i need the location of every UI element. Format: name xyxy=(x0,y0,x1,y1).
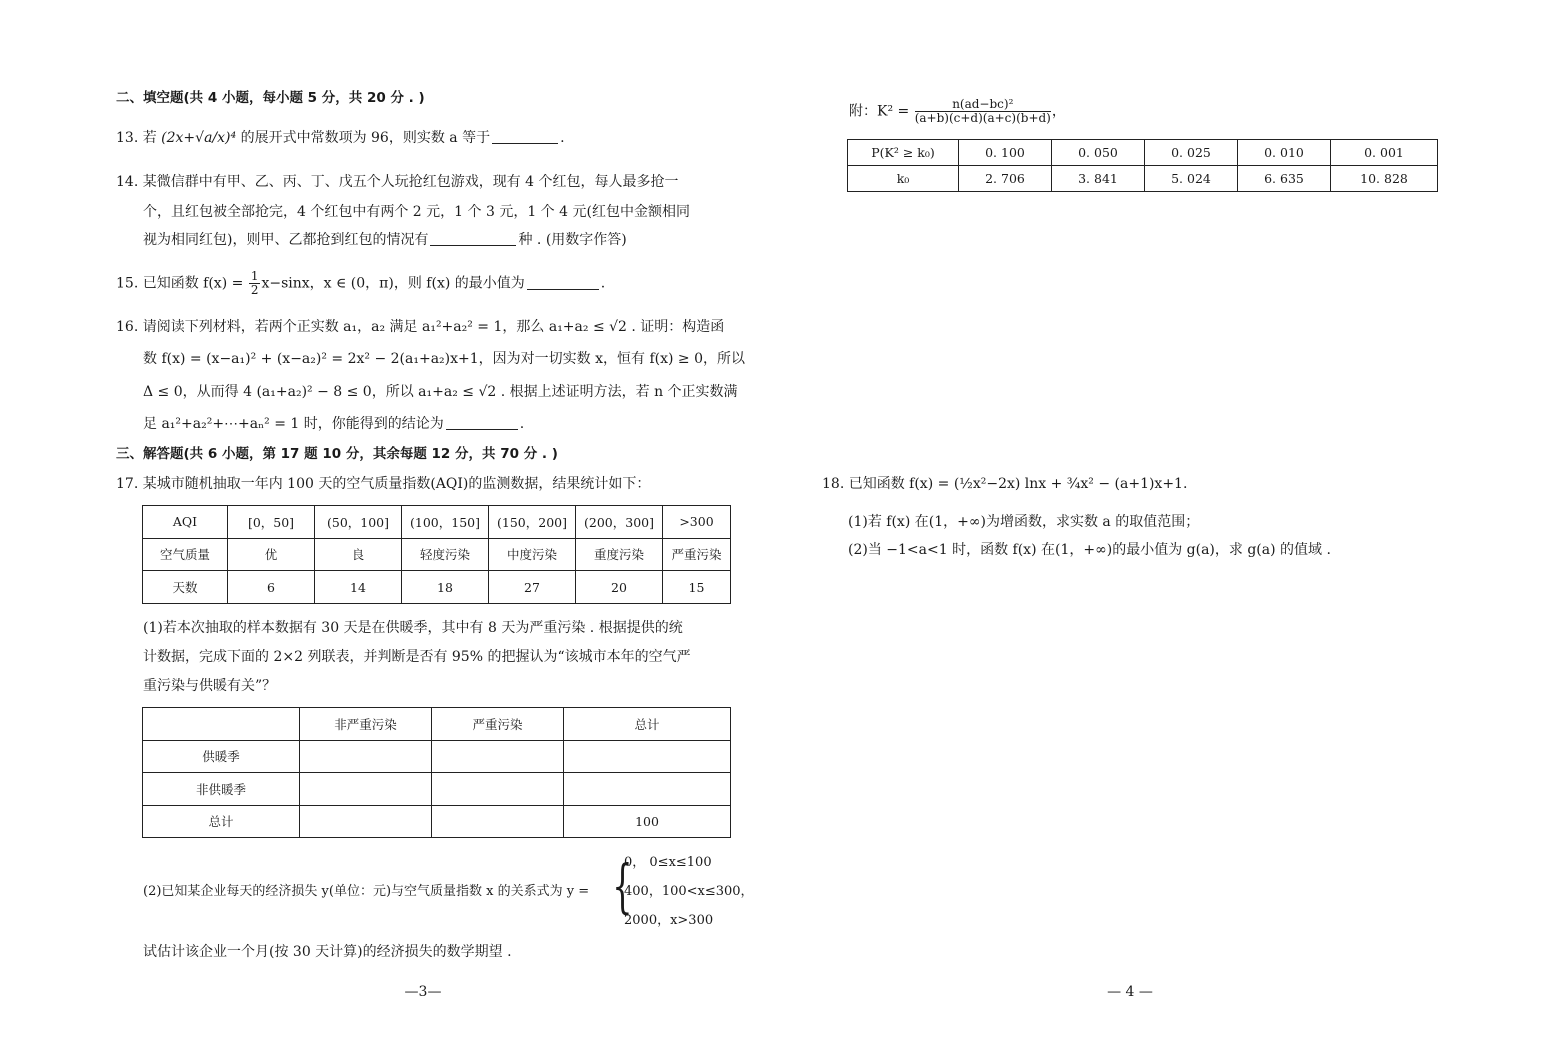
q16-text-4a: 足 a₁²+a₂²+⋯+aₙ² = 1 时，你能得到的结论为 xyxy=(143,416,444,432)
piecewise-case-3: 2000，x>300 xyxy=(624,913,714,928)
table-cell: 0. 001 xyxy=(1331,140,1438,166)
q13-post: 的展开式中常数项为 96，则实数 a 等于 xyxy=(240,130,491,146)
k2-denominator: (a+b)(c+d)(a+c)(b+d) xyxy=(914,111,1051,125)
table-cell: 严重污染 xyxy=(663,538,731,571)
q15-fraction xyxy=(249,270,261,297)
appendix-label: 附：K² = xyxy=(849,103,910,120)
table-row xyxy=(143,506,731,539)
q13-answer-blank xyxy=(492,129,558,144)
table-cell: (100，150] xyxy=(402,506,489,539)
table-cell xyxy=(432,773,564,806)
q16-text-1: 请阅读下列材料，若两个正实数 a₁，a₂ 满足 a₁²+a₂² = 1，那么 a₁+a₂ ≤ √2 . 证明：构造函 xyxy=(142,319,725,335)
table-cell: 非供暖季 xyxy=(143,773,300,806)
piecewise-brace: { xyxy=(612,852,633,920)
page-number-left: —3— xyxy=(404,984,442,1000)
table-cell: 总计 xyxy=(564,708,731,741)
table-cell: 6. 635 xyxy=(1238,166,1331,192)
q14-line2: 个，且红包被全部抢完，4 个红包中有两个 2 元，1 个 3 元，1 个 4 元(红包中金额相同 xyxy=(143,204,690,220)
table-cell: 15 xyxy=(663,571,731,604)
q16-line3: Δ ≤ 0，从而得 4 (a₁+a₂)² − 8 ≤ 0，所以 a₁+a₂ ≤ √2 . 根据上述证明方法，若 n 个正实数满 xyxy=(143,384,738,400)
table-cell: (50，100] xyxy=(315,506,402,539)
q14-text-3a: 视为相同红包)，则甲、乙都抢到红包的情况有 xyxy=(143,232,429,248)
table-cell: 0. 025 xyxy=(1145,140,1238,166)
table-cell: 5. 024 xyxy=(1145,166,1238,192)
section2-heading: 二、填空题(共 4 小题，每小题 5 分，共 20 分 . ) xyxy=(116,90,425,106)
page-number-right: — 4 — xyxy=(1107,984,1153,1000)
table-cell: 天数 xyxy=(143,571,228,604)
q17-part1-line1: (1)若本次抽取的样本数据有 30 天是在供暖季，其中有 8 天为严重污染 . 根据提供的统 xyxy=(143,620,683,636)
table-row xyxy=(848,140,1438,166)
q14-number: 14. xyxy=(116,174,139,190)
table-cell: 0. 010 xyxy=(1238,140,1331,166)
table-row xyxy=(143,740,731,773)
appendix-formula xyxy=(849,98,1066,125)
table-cell: (150，200] xyxy=(489,506,576,539)
q18-number: 18. xyxy=(822,476,845,492)
table-cell xyxy=(432,805,564,838)
table-cell: 空气质量 xyxy=(143,538,228,571)
piecewise-case-1: 0， 0≤x≤100 xyxy=(624,855,712,870)
q17-part2-end: 试估计该企业一个月(按 30 天计算)的经济损失的数学期望 . xyxy=(143,944,512,960)
table-cell xyxy=(564,740,731,773)
q15-end: . xyxy=(600,275,606,292)
table-row xyxy=(143,773,731,806)
q16-number: 16. xyxy=(116,319,139,335)
q16-line2: 数 f(x) = (x−a₁)² + (x−a₂)² = 2x² − 2(a₁+a₂)x+1，因为对一切实数 x，恒有 f(x) ≥ 0，所以 xyxy=(143,351,745,367)
table-cell: 3. 841 xyxy=(1052,166,1145,192)
q17-part1-line3: 重污染与供暖有关”？ xyxy=(143,678,277,694)
q15-post: x−sinx，x ∈ (0，π)，则 f(x) 的最小值为 xyxy=(261,275,525,292)
q13-number: 13. xyxy=(116,130,139,146)
contingency-table xyxy=(142,707,731,838)
table-cell: 20 xyxy=(576,571,663,604)
table-cell xyxy=(564,773,731,806)
table-cell: 6 xyxy=(228,571,315,604)
q17-part2-text: (2)已知某企业每天的经济损失 y(单位：元)与空气质量指数 x 的关系式为 y = xyxy=(143,884,590,899)
table-cell: P(K² ≥ k₀) xyxy=(848,140,959,166)
right-page xyxy=(777,0,1554,1044)
q13-expression: (2x+√a/x)⁴ xyxy=(161,130,237,146)
q18-part1: (1)若 f(x) 在(1，+∞)为增函数，求实数 a 的取值范围； xyxy=(848,514,1200,530)
table-cell: 18 xyxy=(402,571,489,604)
table-cell: (200，300] xyxy=(576,506,663,539)
q16-text-4b: . xyxy=(519,416,525,432)
formula-end: ， xyxy=(1051,103,1066,120)
q18-pre: 已知函数 f(x) = xyxy=(848,476,950,492)
question-18 xyxy=(822,474,1187,494)
table-cell xyxy=(300,805,432,838)
table-cell xyxy=(143,708,300,741)
table-cell: 2. 706 xyxy=(959,166,1052,192)
q16-line1 xyxy=(116,317,724,337)
aqi-table xyxy=(142,505,731,604)
table-cell: 非严重污染 xyxy=(300,708,432,741)
table-cell: 中度污染 xyxy=(489,538,576,571)
question-15 xyxy=(116,270,605,297)
k2-numerator: n(ad−bc)² xyxy=(915,98,1051,112)
q14-text-3b: 种 . (用数字作答) xyxy=(518,232,627,248)
table-cell: AQI xyxy=(143,506,228,539)
table-cell: 严重污染 xyxy=(432,708,564,741)
q15-pre: 已知函数 f(x) = xyxy=(142,275,244,292)
q13-end: . xyxy=(560,130,565,146)
piecewise-case-2: 400，100<x≤300， xyxy=(624,884,754,899)
q17-intro-line xyxy=(116,474,650,494)
table-cell: 轻度污染 xyxy=(402,538,489,571)
q17-intro: 某城市随机抽取一年内 100 天的空气质量指数(AQI)的监测数据，结果统计如下： xyxy=(142,476,651,492)
q17-part1-line2: 计数据，完成下面的 2×2 列联表，并判断是否有 95% 的把握认为“该城市本年的空气严 xyxy=(143,649,691,665)
q15-number: 15. xyxy=(116,275,139,292)
k2-fraction xyxy=(915,98,1051,125)
k-critical-table xyxy=(847,139,1438,192)
q17-number: 17. xyxy=(116,476,139,492)
q15-frac-den: 2 xyxy=(250,283,259,297)
table-cell: 0. 050 xyxy=(1052,140,1145,166)
q14-answer-blank xyxy=(430,231,516,246)
table-cell: 总计 xyxy=(143,805,300,838)
table-cell: 0. 100 xyxy=(959,140,1052,166)
table-cell: [0，50] xyxy=(228,506,315,539)
table-cell: 重度污染 xyxy=(576,538,663,571)
q13-pre: 若 xyxy=(142,130,157,146)
table-row xyxy=(143,538,731,571)
q14-line1 xyxy=(116,172,679,192)
table-row xyxy=(848,166,1438,192)
question-13 xyxy=(116,128,565,148)
table-cell: k₀ xyxy=(848,166,959,192)
table-row xyxy=(143,571,731,604)
section3-heading: 三、解答题(共 6 小题，第 17 题 10 分，其余每题 12 分，共 70 分 . ) xyxy=(116,446,558,462)
q16-answer-blank xyxy=(446,415,518,430)
q14-line3 xyxy=(143,230,627,250)
table-row xyxy=(143,708,731,741)
table-cell xyxy=(300,740,432,773)
q18-part2: (2)当 −1<a<1 时，函数 f(x) 在(1，+∞)的最小值为 g(a)，求 g(a) 的值域 . xyxy=(848,542,1331,558)
table-cell: 良 xyxy=(315,538,402,571)
table-cell: 100 xyxy=(564,805,731,838)
table-cell: 10. 828 xyxy=(1331,166,1438,192)
q15-frac-num: 1 xyxy=(250,269,259,283)
table-cell: 27 xyxy=(489,571,576,604)
q16-line4 xyxy=(143,414,524,434)
table-cell: >300 xyxy=(663,506,731,539)
q15-answer-blank xyxy=(527,275,599,290)
table-cell xyxy=(432,740,564,773)
q18-body: (½x²−2x) lnx + ¾x² − (a+1)x+1. xyxy=(953,476,1188,492)
table-row xyxy=(143,805,731,838)
table-cell: 供暖季 xyxy=(143,740,300,773)
table-cell: 优 xyxy=(228,538,315,571)
table-cell: 14 xyxy=(315,571,402,604)
table-cell xyxy=(300,773,432,806)
q14-text-1: 某微信群中有甲、乙、丙、丁、戊五个人玩抢红包游戏，现有 4 个红包，每人最多抢一 xyxy=(142,174,679,190)
